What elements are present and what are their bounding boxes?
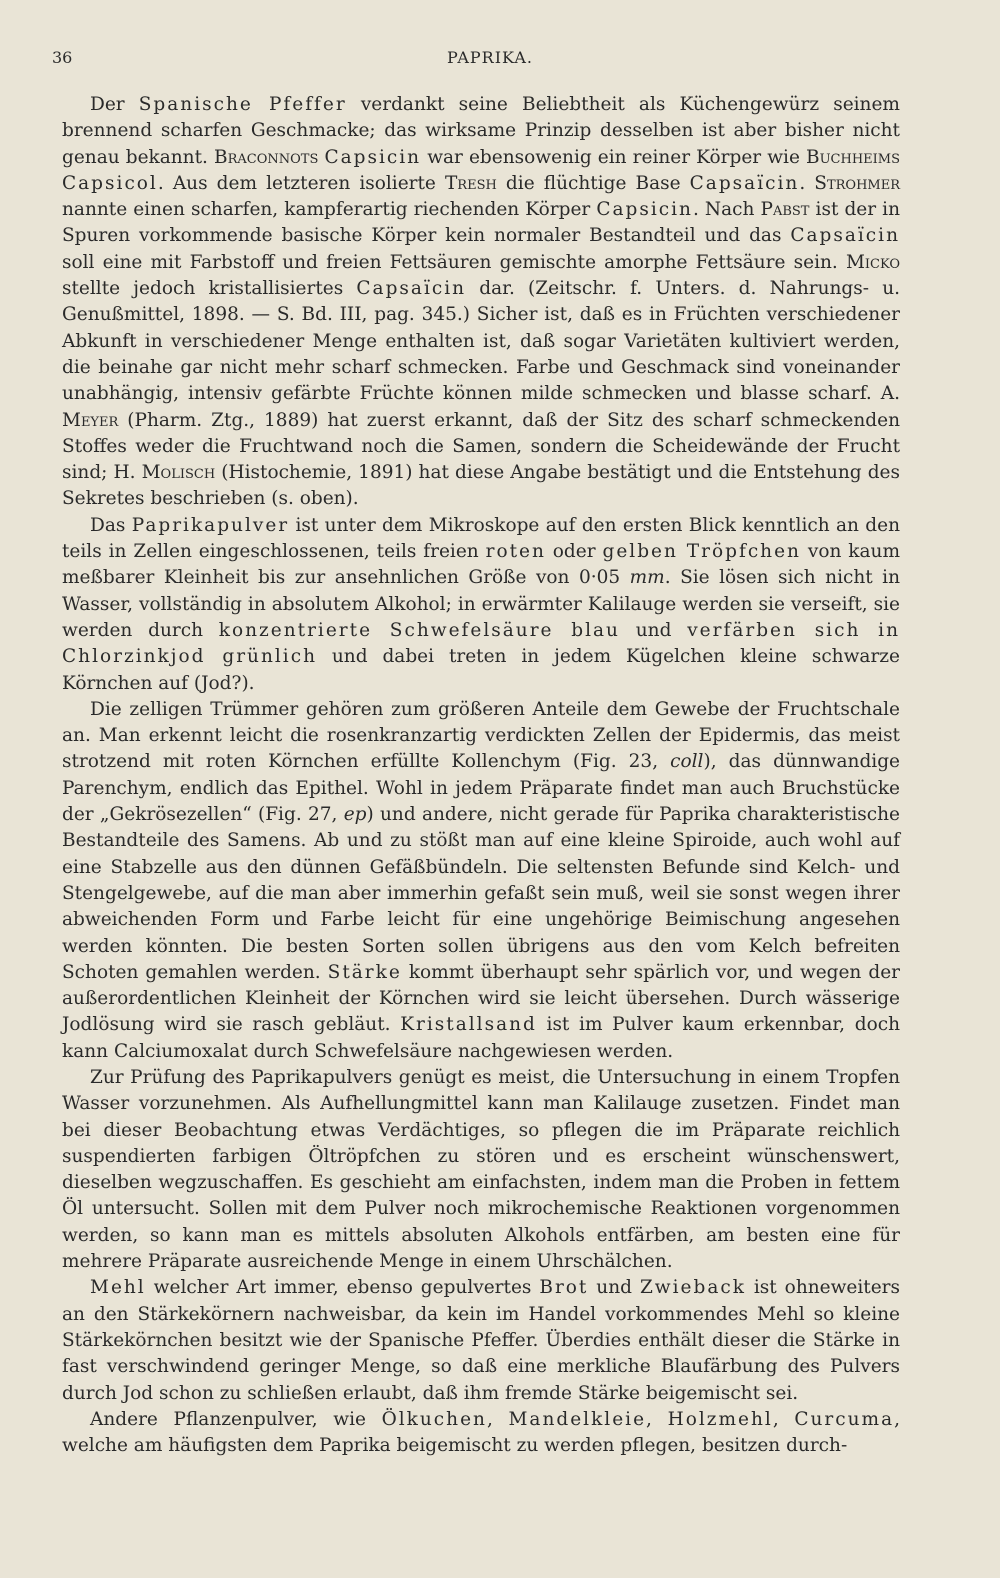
text-run: soll eine mit Farbstoff und freien Fettsäuren gemischte amorphe Fettsäure sein.: [62, 251, 846, 273]
text-run: und: [588, 1277, 640, 1299]
text-run: Der: [90, 94, 139, 115]
text-run: die flüchtige Base: [496, 172, 690, 194]
text-run: ,: [772, 1408, 795, 1430]
text-run: von kaum meßbarer Kleinheit bis zur ansehnlichen Größe von 0·05: [62, 541, 900, 589]
text-run: Paprikapulver: [131, 514, 290, 536]
text-run: Mandelkleie: [508, 1408, 647, 1430]
text-run: ist unter dem Mikroskope auf den ersten Blick kenntlich an den teils in Zellen eingeschlossenen, teils freien: [62, 514, 900, 563]
text-run: ), das dünnwandige Parenchym, endlich das Epithel. Wohl in jedem Präparate findet man auch Bruchstücke der „Gekrösezellen“ (Fig. 27,: [62, 751, 900, 826]
text-run: Brot: [539, 1277, 589, 1299]
text-run: Capsaïcin: [356, 278, 467, 300]
text-run: Capsaïcin: [689, 172, 800, 194]
text-run: (Histochemie, 1891) hat diese Angabe bestätigt und die Entstehung des Sekretes beschrieben (s. oben).: [62, 462, 900, 510]
text-run: Capsicol: [62, 172, 158, 194]
text-run: dar. (Zeitschr. f. Unters. d. Nahrungs- u. Genußmittel, 1898. — S. Bd. III, pag. 345.) Sicher ist, daß es in Früchten verschiedener Abkunft in verschiedener Menge enthalten ist, daß sogar Varietäten kultiviert werden, die beinahe gar nicht mehr scharf schmecken. Farbe und Geschmack sind voneinander unabhängig, intensiv gefärbte Früchte können milde schmecken und blasse scharf. A.: [62, 278, 900, 405]
text-run: Capsicin: [596, 199, 693, 221]
text-run: Meyer: [62, 409, 119, 431]
text-run: mm: [629, 567, 665, 589]
text-run: Curcuma: [794, 1408, 895, 1430]
text-run: Stärke: [327, 961, 402, 983]
text-run: Spanische Pfeffer: [138, 94, 347, 115]
text-run: ,: [646, 1408, 668, 1430]
text-run: Molisch: [141, 462, 216, 484]
page-header: [52, 48, 928, 78]
text-run: und: [619, 619, 688, 641]
text-run: und dabei treten in jedem Kügelchen kleine schwarze Körnchen auf (Jod?).: [62, 646, 900, 694]
running-head: PAPRIKA.: [447, 48, 533, 67]
text-run: Braconnots: [214, 146, 319, 168]
text-run: Die zelligen Trümmer gehören zum größeren Anteile dem Gewebe der Fruchtschale an. Man erkennt leicht die rosenkranzartig verdickten Zellen der Epidermis, das meist strotzend mit roten Körnchen erfüllte Kollenchym (Fig. 23,: [62, 698, 900, 773]
text-run: Holzmehl: [667, 1408, 773, 1430]
paragraph: [62, 1065, 900, 1275]
text-run: Das: [90, 514, 132, 536]
text-run: , welche am häufigsten dem Paprika beigemischt zu werden pflegen, besitzen durch-: [62, 1408, 901, 1457]
text-run: Tresh: [444, 172, 497, 194]
text-run: kommt überhaupt sehr spärlich vor, und wegen der außerordentlichen Kleinheit der Körnchen wird sie leicht übersehen. Durch wässerige Jodlösung wird sie rasch gebläut.: [62, 961, 900, 1036]
text-run: stellte jedoch kristallisiertes: [62, 278, 357, 300]
text-run: Capsicin: [324, 146, 422, 168]
text-run: coll: [670, 751, 704, 773]
text-run: roten: [485, 541, 546, 563]
text-run: oder: [545, 541, 603, 563]
text-run: . Aus dem letzteren isolierte: [157, 172, 445, 194]
text-run: ist ohneweiters an den Stärkekörnern nachweisbar, da kein im Handel vorkommendes Mehl so kleine Stärkekörnchen besitzt wie der Spanische Pfeffer. Überdies enthält dieser die Stärke in fast verschwindend geringer Menge, so daß eine merkliche Blaufärbung des Pulvers durch Jod schon zu schließen erlaubt, daß ihm fremde Stärke beigemischt sei.: [62, 1277, 901, 1404]
text-run: Ölkuchen: [381, 1408, 487, 1430]
text-run: (Pharm. Ztg., 1889) hat zuerst erkannt, daß der Sitz des scharf schmeckenden Stoffes weder die Fruchtwand noch die Samen, sondern die Scheidewände der Frucht sind; H.: [62, 409, 900, 484]
paragraph: [62, 697, 900, 1065]
paragraph: [62, 513, 900, 697]
text-run: Andere Pflanzenpulver, wie: [90, 1408, 382, 1430]
text-run: war ebensowenig ein reiner Körper wie: [421, 146, 806, 168]
paragraph: [62, 92, 900, 513]
text-run: gelben Tröpfchen: [602, 541, 801, 563]
text-run: Zur Prüfung des Paprikapulvers genügt es meist, die Untersuchung in einem Tropfen Wasser vorzunehmen. Als Aufhellungmittel kann man Kalilauge zusetzen. Findet man bei dieser Beobachtung etwas Verdächtiges, so pflegen die im Präparate reichlich suspendierten farbigen Öltröpfchen zu stören und es erscheint wünschenswert, dieselben wegzuschaffen. Es geschieht am einfachsten, indem man die Proben in fettem Öl untersucht. Sollen mit dem Pulver noch mikrochemische Reaktionen vorgenommen werden, so kann man es mittels absoluten Alkohols entfärben, am besten eine für mehrere Präparate ausreichende Menge in einem Uhrschälchen.: [62, 1066, 900, 1273]
text-run: Micko: [845, 251, 900, 273]
text-run: Mehl: [90, 1277, 146, 1299]
text-run: Kristallsand: [400, 1014, 537, 1036]
text-run: . Sie lösen sich nicht in Wasser, vollständig in absolutem Alkohol; in erwärmter Kalilauge werden sie verseift, sie werden durch: [62, 567, 900, 641]
text-run: ist im Pulver kaum erkennbar, doch kann Calciumoxalat durch Schwefelsäure nachgewiesen werden.: [62, 1014, 900, 1062]
text-run: ) und andere, nicht gerade für Paprika charakteristische Bestandteile des Samens. Ab und zu stößt man auf eine kleine Spiroide, auch wohl auf eine Stabzelle aus den dünnen Gefäßbündeln. Die seltensten Befunde sind Kelch- und Stengelgewebe, auf die man aber immerhin gefaßt sein muß, weil sie sonst wegen ihrer abweichenden Form und Farbe leicht für eine ungehörige Beimischung angesehen werden könnten. Die besten Sorten sollen übrigens aus den vom Kelch befreiten Schoten gemahlen werden.: [62, 804, 900, 983]
paragraph: [62, 1407, 900, 1460]
text-run: verdankt seine Beliebtheit als Küchengewürz seinem brennend scharfen Geschmacke; das wirksame Prinzip desselben ist aber bisher nicht genau bekannt.: [62, 94, 900, 168]
text-run: Pabst: [760, 199, 810, 221]
paragraph: [62, 1275, 900, 1406]
body-text: [62, 92, 900, 1459]
text-run: ist der in Spuren vorkommende basische Körper kein normaler Bestandteil und das: [62, 199, 901, 247]
text-run: welcher Art immer, ebenso gepulvertes: [145, 1277, 540, 1299]
page-number: 36: [52, 48, 73, 67]
text-run: Zwieback: [639, 1277, 746, 1299]
text-run: .: [799, 172, 815, 194]
text-run: nannte einen scharfen, kampferartig riechenden Körper: [62, 199, 597, 221]
text-run: ep: [343, 804, 367, 826]
text-run: ,: [486, 1408, 509, 1430]
text-run: Strohmer: [814, 172, 900, 194]
text-run: Buchheims: [805, 146, 900, 168]
text-run: verfärben sich in Chlorzinkjod grünlich: [62, 619, 900, 668]
text-run: konzentrierte Schwefelsäure blau: [218, 619, 620, 641]
text-run: Capsaïcin: [790, 225, 900, 247]
text-run: . Nach: [692, 199, 761, 221]
